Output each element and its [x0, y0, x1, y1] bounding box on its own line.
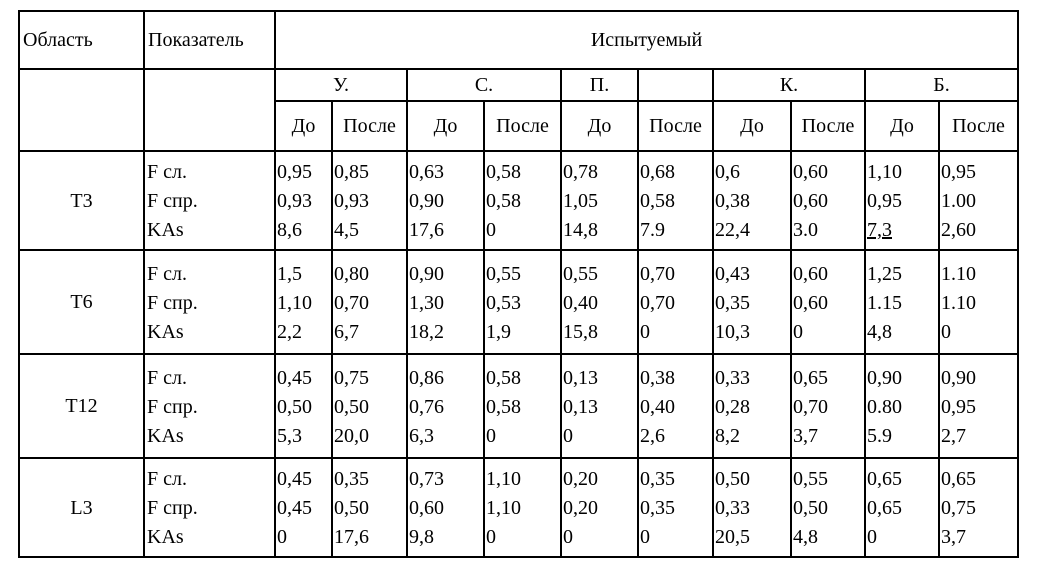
header-after: После: [484, 101, 561, 151]
value: 0,55: [563, 262, 598, 285]
value: 0,35: [640, 497, 675, 519]
value: 0,40: [563, 291, 598, 314]
value: 3,7: [941, 526, 966, 548]
value: 0,70: [334, 291, 369, 314]
header-before: До: [865, 101, 939, 151]
indicator-label: F сл.: [147, 262, 187, 285]
value: 0,70: [793, 395, 828, 418]
value: 0,35: [715, 291, 750, 314]
indicator-label: F сл.: [147, 161, 187, 183]
value-cell: [275, 354, 332, 458]
subject-s: С.: [407, 69, 561, 101]
value: 3.0: [793, 219, 818, 241]
header-after: После: [939, 101, 1018, 151]
value: 17,6: [334, 526, 369, 548]
value: 1.00: [941, 190, 976, 212]
value: 0: [793, 320, 803, 343]
value: 0,90: [409, 262, 444, 285]
value: 0,53: [486, 291, 521, 314]
indicator-label: KAs: [147, 526, 184, 548]
value-cell: [561, 458, 638, 557]
value-cell: [332, 458, 407, 557]
value-cell: [332, 354, 407, 458]
value: 0: [277, 526, 287, 548]
value: 0,95: [941, 395, 976, 418]
area-cell: T3: [19, 151, 144, 250]
value: 0,33: [715, 366, 750, 389]
value: 0,45: [277, 497, 312, 519]
value: 0,38: [715, 190, 750, 212]
value-cell: [275, 458, 332, 557]
value: 0,13: [563, 366, 598, 389]
header-before: До: [407, 101, 484, 151]
value: 20,5: [715, 526, 750, 548]
value: 4,5: [334, 219, 359, 241]
value-cell: [865, 458, 939, 557]
value: 22,4: [715, 219, 750, 241]
value: 1,5: [277, 262, 302, 285]
value: 0: [486, 424, 496, 447]
value: 0,55: [486, 262, 521, 285]
table-row: [19, 250, 1018, 354]
value: 0: [640, 320, 650, 343]
value: 2,60: [941, 219, 976, 241]
value: 0,45: [277, 366, 312, 389]
value: 0,95: [277, 161, 312, 183]
header-indicator-blank: [144, 69, 275, 151]
indicator-cell: [144, 151, 275, 250]
table-row: [19, 354, 1018, 458]
value-cell: [561, 354, 638, 458]
area-cell: T6: [19, 250, 144, 354]
value: 0.80: [867, 395, 902, 418]
value: 0,90: [867, 366, 902, 389]
value: 0,20: [563, 497, 598, 519]
value: 0,40: [640, 395, 675, 418]
header-area: Область: [19, 11, 144, 69]
value: 2,7: [941, 424, 966, 447]
header-after: После: [791, 101, 865, 151]
indicator-cell: [144, 458, 275, 557]
value: 0,58: [486, 161, 521, 183]
area-cell: T12: [19, 354, 144, 458]
value: 5,3: [277, 424, 302, 447]
value-cell: [638, 151, 713, 250]
value-cell: [407, 250, 484, 354]
table-row: [19, 458, 1018, 557]
header-after: После: [332, 101, 407, 151]
value: 8,6: [277, 219, 302, 241]
value: 1,10: [486, 468, 521, 490]
value: 0,76: [409, 395, 444, 418]
indicator-label: KAs: [147, 320, 184, 343]
header-area-blank: [19, 69, 144, 151]
value: 0: [867, 526, 877, 548]
value: 0,28: [715, 395, 750, 418]
value: 0,90: [409, 190, 444, 212]
value: 0: [941, 320, 951, 343]
value: 0,80: [334, 262, 369, 285]
indicator-label: F спр.: [147, 497, 198, 519]
value: 0,20: [563, 468, 598, 490]
value: 0,50: [793, 497, 828, 519]
value: 0,50: [334, 497, 369, 519]
value: 4,8: [793, 526, 818, 548]
value-cell: [638, 354, 713, 458]
value-cell: [561, 151, 638, 250]
value: 0,55: [793, 468, 828, 490]
value: 0,60: [793, 190, 828, 212]
value-cell: [332, 250, 407, 354]
subject-blank: [638, 69, 713, 101]
value-cell: [484, 354, 561, 458]
value-cell: [638, 458, 713, 557]
value: 0: [563, 526, 573, 548]
value: 1,30: [409, 291, 444, 314]
value: 0,70: [640, 262, 675, 285]
value: 0,93: [334, 190, 369, 212]
value: 1,10: [486, 497, 521, 519]
value-cell: [407, 151, 484, 250]
value: 0,65: [867, 468, 902, 490]
value: 1,25: [867, 262, 902, 285]
value-cell: [484, 250, 561, 354]
value: 18,2: [409, 320, 444, 343]
value: 17,6: [409, 219, 444, 241]
value-cell: [484, 458, 561, 557]
value: 0,58: [486, 395, 521, 418]
indicator-label: KAs: [147, 424, 184, 447]
value: 0,90: [941, 366, 976, 389]
value: 0,50: [715, 468, 750, 490]
value: 0,45: [277, 468, 312, 490]
indicator-cell: [144, 354, 275, 458]
area-cell: L3: [19, 458, 144, 557]
value: 1.15: [867, 291, 902, 314]
value-cell: [939, 151, 1018, 250]
value: 0: [563, 424, 573, 447]
value: 4,8: [867, 320, 892, 343]
value: 0,68: [640, 161, 675, 183]
indicator-label: F сл.: [147, 468, 187, 490]
header-before: До: [275, 101, 332, 151]
value: 6,3: [409, 424, 434, 447]
value: 1.10: [941, 291, 976, 314]
indicator-label: F сл.: [147, 366, 187, 389]
value: 9,8: [409, 526, 434, 548]
indicator-label: KAs: [147, 219, 184, 241]
value: 3,7: [793, 424, 818, 447]
value: 8,2: [715, 424, 740, 447]
value: 0,13: [563, 395, 598, 418]
value: 10,3: [715, 320, 750, 343]
value: 0,60: [793, 291, 828, 314]
value: 0,38: [640, 366, 675, 389]
value: 0,43: [715, 262, 750, 285]
value: 5.9: [867, 424, 892, 447]
value: 0,95: [941, 161, 976, 183]
value: 0,73: [409, 468, 444, 490]
value: 0,35: [640, 468, 675, 490]
value: 0,58: [486, 190, 521, 212]
value: 1,10: [867, 161, 902, 183]
value-cell: [713, 354, 791, 458]
header-row-1: [19, 11, 1018, 69]
value-cell: [865, 151, 939, 250]
value-cell: [332, 151, 407, 250]
indicator-cell: [144, 250, 275, 354]
value: 2,6: [640, 424, 665, 447]
value-cell: [407, 354, 484, 458]
subject-k: К.: [713, 69, 865, 101]
value: 0,60: [793, 161, 828, 183]
value-cell: [484, 151, 561, 250]
value: 0,50: [334, 395, 369, 418]
indicator-label: F спр.: [147, 291, 198, 314]
value: 0,85: [334, 161, 369, 183]
value-cell: [939, 354, 1018, 458]
value: 0,65: [793, 366, 828, 389]
value-cell: [939, 458, 1018, 557]
value: 0,60: [409, 497, 444, 519]
value: 0,50: [277, 395, 312, 418]
value: 0,75: [941, 497, 976, 519]
value-cell: [407, 458, 484, 557]
value-cell: [275, 250, 332, 354]
value: 0,78: [563, 161, 598, 183]
value: 6,7: [334, 320, 359, 343]
value: 1,10: [277, 291, 312, 314]
value: 0,93: [277, 190, 312, 212]
header-after: После: [638, 101, 713, 151]
value-cell: [791, 354, 865, 458]
value-cell: [865, 250, 939, 354]
value: 0,63: [409, 161, 444, 183]
value: 0,33: [715, 497, 750, 519]
value: 0: [486, 526, 496, 548]
value-cell: [939, 250, 1018, 354]
value-cell: [791, 151, 865, 250]
value: 0,95: [867, 190, 902, 212]
value: 1.10: [941, 262, 976, 285]
value: 0,60: [793, 262, 828, 285]
value: 0,65: [867, 497, 902, 519]
subject-p: П.: [561, 69, 638, 101]
value-cell: [791, 458, 865, 557]
value-cell: [638, 250, 713, 354]
value: 0: [640, 526, 650, 548]
indicator-label: F спр.: [147, 190, 198, 212]
header-subject: Испытуемый: [275, 11, 1018, 69]
value: 2,2: [277, 320, 302, 343]
value: 0,65: [941, 468, 976, 490]
value: 0,86: [409, 366, 444, 389]
value: 15,8: [563, 320, 598, 343]
value-cell: [713, 250, 791, 354]
subject-b: Б.: [865, 69, 1018, 101]
value-cell: [713, 151, 791, 250]
value: 0,6: [715, 161, 740, 183]
value-cell: [275, 151, 332, 250]
header-indicator: Показатель: [144, 11, 275, 69]
value: 0,58: [640, 190, 675, 212]
value-cell: [561, 250, 638, 354]
subject-u: У.: [275, 69, 407, 101]
header-row-2: [19, 69, 1018, 101]
value: 20,0: [334, 424, 369, 447]
value-cell: [713, 458, 791, 557]
value: 7,3: [867, 219, 892, 241]
value: 1,05: [563, 190, 598, 212]
value: 0,58: [486, 366, 521, 389]
value: 14,8: [563, 219, 598, 241]
value: 0,75: [334, 366, 369, 389]
value: 0,35: [334, 468, 369, 490]
value: 0: [486, 219, 496, 241]
value-cell: [791, 250, 865, 354]
value: 1,9: [486, 320, 511, 343]
header-before: До: [561, 101, 638, 151]
table-row: [19, 151, 1018, 250]
results-table: [18, 10, 1019, 558]
header-before: До: [713, 101, 791, 151]
indicator-label: F спр.: [147, 395, 198, 418]
value: 7.9: [640, 219, 665, 241]
value-cell: [865, 354, 939, 458]
value: 0,70: [640, 291, 675, 314]
